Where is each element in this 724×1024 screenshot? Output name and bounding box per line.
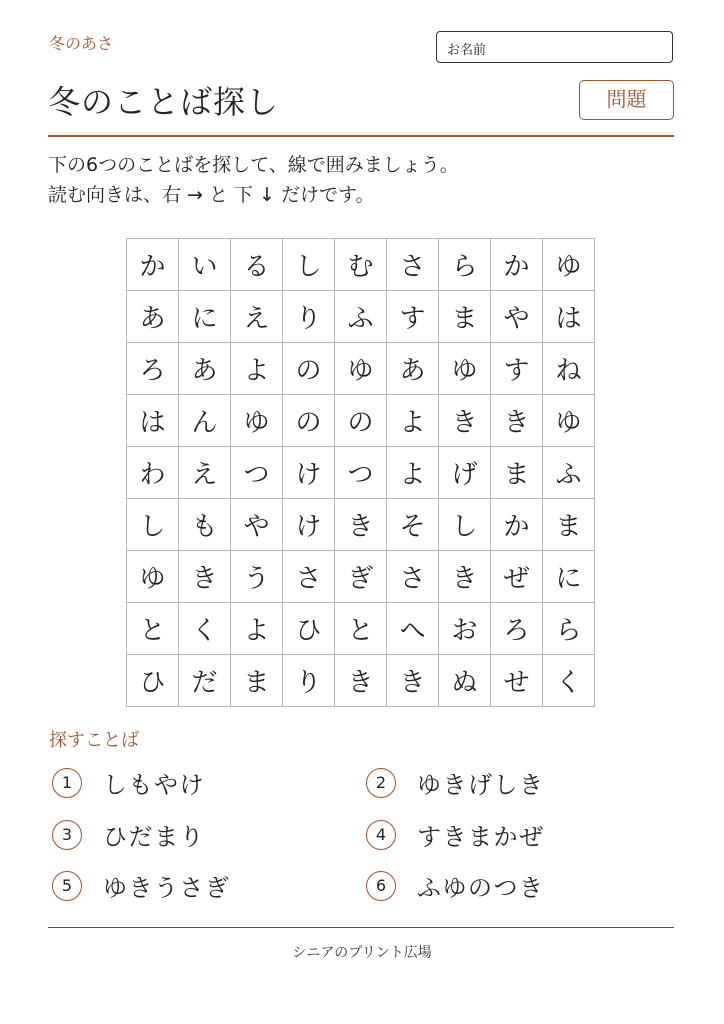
word-number: 6 xyxy=(366,871,396,901)
grid-cell[interactable]: き xyxy=(335,499,387,551)
grid-cell[interactable]: か xyxy=(127,239,179,291)
words-heading: 探すことば xyxy=(49,730,139,751)
word-number: 5 xyxy=(52,871,82,901)
grid-cell[interactable]: ぎ xyxy=(335,551,387,603)
word-text: ふゆのつき xyxy=(417,874,545,902)
grid-cell[interactable]: し xyxy=(283,239,335,291)
grid-row xyxy=(127,395,595,447)
word-number: 4 xyxy=(366,820,396,850)
grid-row xyxy=(127,499,595,551)
grid-cell[interactable]: ぬ xyxy=(439,655,491,707)
grid-cell[interactable]: く xyxy=(179,603,231,655)
grid-cell[interactable]: ふ xyxy=(335,291,387,343)
grid-row xyxy=(127,603,595,655)
grid-cell[interactable]: ま xyxy=(543,499,595,551)
footer-credit: シニアのプリント広場 xyxy=(292,945,432,961)
word-number: 2 xyxy=(366,768,396,798)
grid-cell[interactable]: し xyxy=(127,499,179,551)
grid-cell[interactable]: あ xyxy=(179,343,231,395)
grid-cell[interactable]: ら xyxy=(543,603,595,655)
grid-cell[interactable]: る xyxy=(231,239,283,291)
grid-cell[interactable]: の xyxy=(283,395,335,447)
instruction-line-1: 下の6つのことばを探して、線で囲みましょう。 xyxy=(48,154,459,176)
grid-cell[interactable]: す xyxy=(387,291,439,343)
grid-cell[interactable]: ゆ xyxy=(231,395,283,447)
word-text: しもやけ xyxy=(103,771,205,799)
grid-row xyxy=(127,343,595,395)
grid-cell[interactable]: さ xyxy=(283,551,335,603)
grid-cell[interactable]: つ xyxy=(231,447,283,499)
grid-cell[interactable]: ゆ xyxy=(439,343,491,395)
grid-cell[interactable]: ふ xyxy=(543,447,595,499)
grid-cell[interactable]: よ xyxy=(231,343,283,395)
grid-cell[interactable]: り xyxy=(283,291,335,343)
grid-cell[interactable]: ま xyxy=(231,655,283,707)
grid-cell[interactable]: よ xyxy=(231,603,283,655)
footer-divider xyxy=(48,927,674,928)
grid-row xyxy=(127,291,595,343)
grid-cell[interactable]: さ xyxy=(387,239,439,291)
grid-cell[interactable]: う xyxy=(231,551,283,603)
grid-cell[interactable]: す xyxy=(491,343,543,395)
word-number: 1 xyxy=(52,768,82,798)
grid-cell[interactable]: ま xyxy=(491,447,543,499)
word-item xyxy=(52,765,205,800)
grid-cell[interactable]: せ xyxy=(491,655,543,707)
grid-cell[interactable]: や xyxy=(231,499,283,551)
grid-cell[interactable]: き xyxy=(179,551,231,603)
grid-cell[interactable]: わ xyxy=(127,447,179,499)
word-number: 3 xyxy=(52,820,82,850)
grid-cell[interactable]: げ xyxy=(439,447,491,499)
grid-cell[interactable]: ね xyxy=(543,343,595,395)
header-divider xyxy=(48,135,674,137)
grid-cell[interactable]: け xyxy=(283,499,335,551)
word-text: ひだまり xyxy=(103,823,205,851)
word-text: すきまかぜ xyxy=(417,823,545,851)
grid-cell[interactable]: ん xyxy=(179,395,231,447)
grid-cell[interactable]: は xyxy=(127,395,179,447)
grid-cell[interactable]: ゆ xyxy=(127,551,179,603)
grid-cell[interactable]: か xyxy=(491,239,543,291)
grid-cell[interactable]: の xyxy=(283,343,335,395)
grid-cell[interactable]: へ xyxy=(387,603,439,655)
grid-cell[interactable]: か xyxy=(491,499,543,551)
grid-cell[interactable]: ぜ xyxy=(491,551,543,603)
grid-cell[interactable]: と xyxy=(335,603,387,655)
grid-row xyxy=(127,551,595,603)
grid-cell[interactable]: つ xyxy=(335,447,387,499)
grid-cell[interactable]: ひ xyxy=(127,655,179,707)
grid-cell[interactable]: き xyxy=(439,395,491,447)
word-search-grid xyxy=(126,238,595,707)
grid-cell[interactable]: さ xyxy=(387,551,439,603)
grid-cell[interactable]: の xyxy=(335,395,387,447)
name-field-label: お名前 xyxy=(447,43,487,58)
grid-cell[interactable]: と xyxy=(127,603,179,655)
grid-cell[interactable]: も xyxy=(179,499,231,551)
instruction-line-2: 読む向きは、右 → と 下 ↓ だけです。 xyxy=(48,184,375,206)
grid-row xyxy=(127,447,595,499)
grid-cell[interactable]: ゆ xyxy=(335,343,387,395)
category-label: 冬のあさ xyxy=(49,34,114,53)
grid-cell[interactable]: け xyxy=(283,447,335,499)
grid-cell[interactable]: く xyxy=(543,655,595,707)
grid-cell[interactable]: り xyxy=(283,655,335,707)
grid-cell[interactable]: や xyxy=(491,291,543,343)
problem-badge: 問題 xyxy=(579,80,674,120)
instructions xyxy=(48,150,674,210)
page-title: 冬のことば探し xyxy=(48,83,280,121)
grid-cell[interactable]: き xyxy=(439,551,491,603)
word-item xyxy=(366,868,545,903)
grid-cell[interactable]: ひ xyxy=(283,603,335,655)
grid-cell[interactable]: い xyxy=(179,239,231,291)
word-text: ゆきげしき xyxy=(417,771,545,799)
grid-cell[interactable]: ら xyxy=(439,239,491,291)
grid-cell[interactable]: ろ xyxy=(127,343,179,395)
grid-cell[interactable]: よ xyxy=(387,447,439,499)
word-item xyxy=(52,868,231,903)
grid-cell[interactable]: お xyxy=(439,603,491,655)
grid-cell[interactable]: し xyxy=(439,499,491,551)
grid-row xyxy=(127,239,595,291)
grid-cell[interactable]: そ xyxy=(387,499,439,551)
grid-cell[interactable]: に xyxy=(543,551,595,603)
grid-cell[interactable]: あ xyxy=(127,291,179,343)
grid-row xyxy=(127,655,595,707)
word-item xyxy=(366,765,545,800)
grid-cell[interactable]: よ xyxy=(387,395,439,447)
grid-cell[interactable]: え xyxy=(231,291,283,343)
grid-cell[interactable]: き xyxy=(387,655,439,707)
grid-cell[interactable]: む xyxy=(335,239,387,291)
grid-cell[interactable]: き xyxy=(491,395,543,447)
word-text: ゆきうさぎ xyxy=(103,874,231,902)
grid-cell[interactable]: き xyxy=(335,655,387,707)
word-item xyxy=(366,817,545,852)
grid-cell[interactable]: は xyxy=(543,291,595,343)
grid-cell[interactable]: だ xyxy=(179,655,231,707)
grid-cell[interactable]: ゆ xyxy=(543,395,595,447)
name-field[interactable] xyxy=(436,31,673,63)
word-item xyxy=(52,817,205,852)
grid-cell[interactable]: え xyxy=(179,447,231,499)
grid-cell[interactable]: ろ xyxy=(491,603,543,655)
grid-cell[interactable]: ま xyxy=(439,291,491,343)
grid-cell[interactable]: に xyxy=(179,291,231,343)
grid-cell[interactable]: あ xyxy=(387,343,439,395)
grid-cell[interactable]: ゆ xyxy=(543,239,595,291)
